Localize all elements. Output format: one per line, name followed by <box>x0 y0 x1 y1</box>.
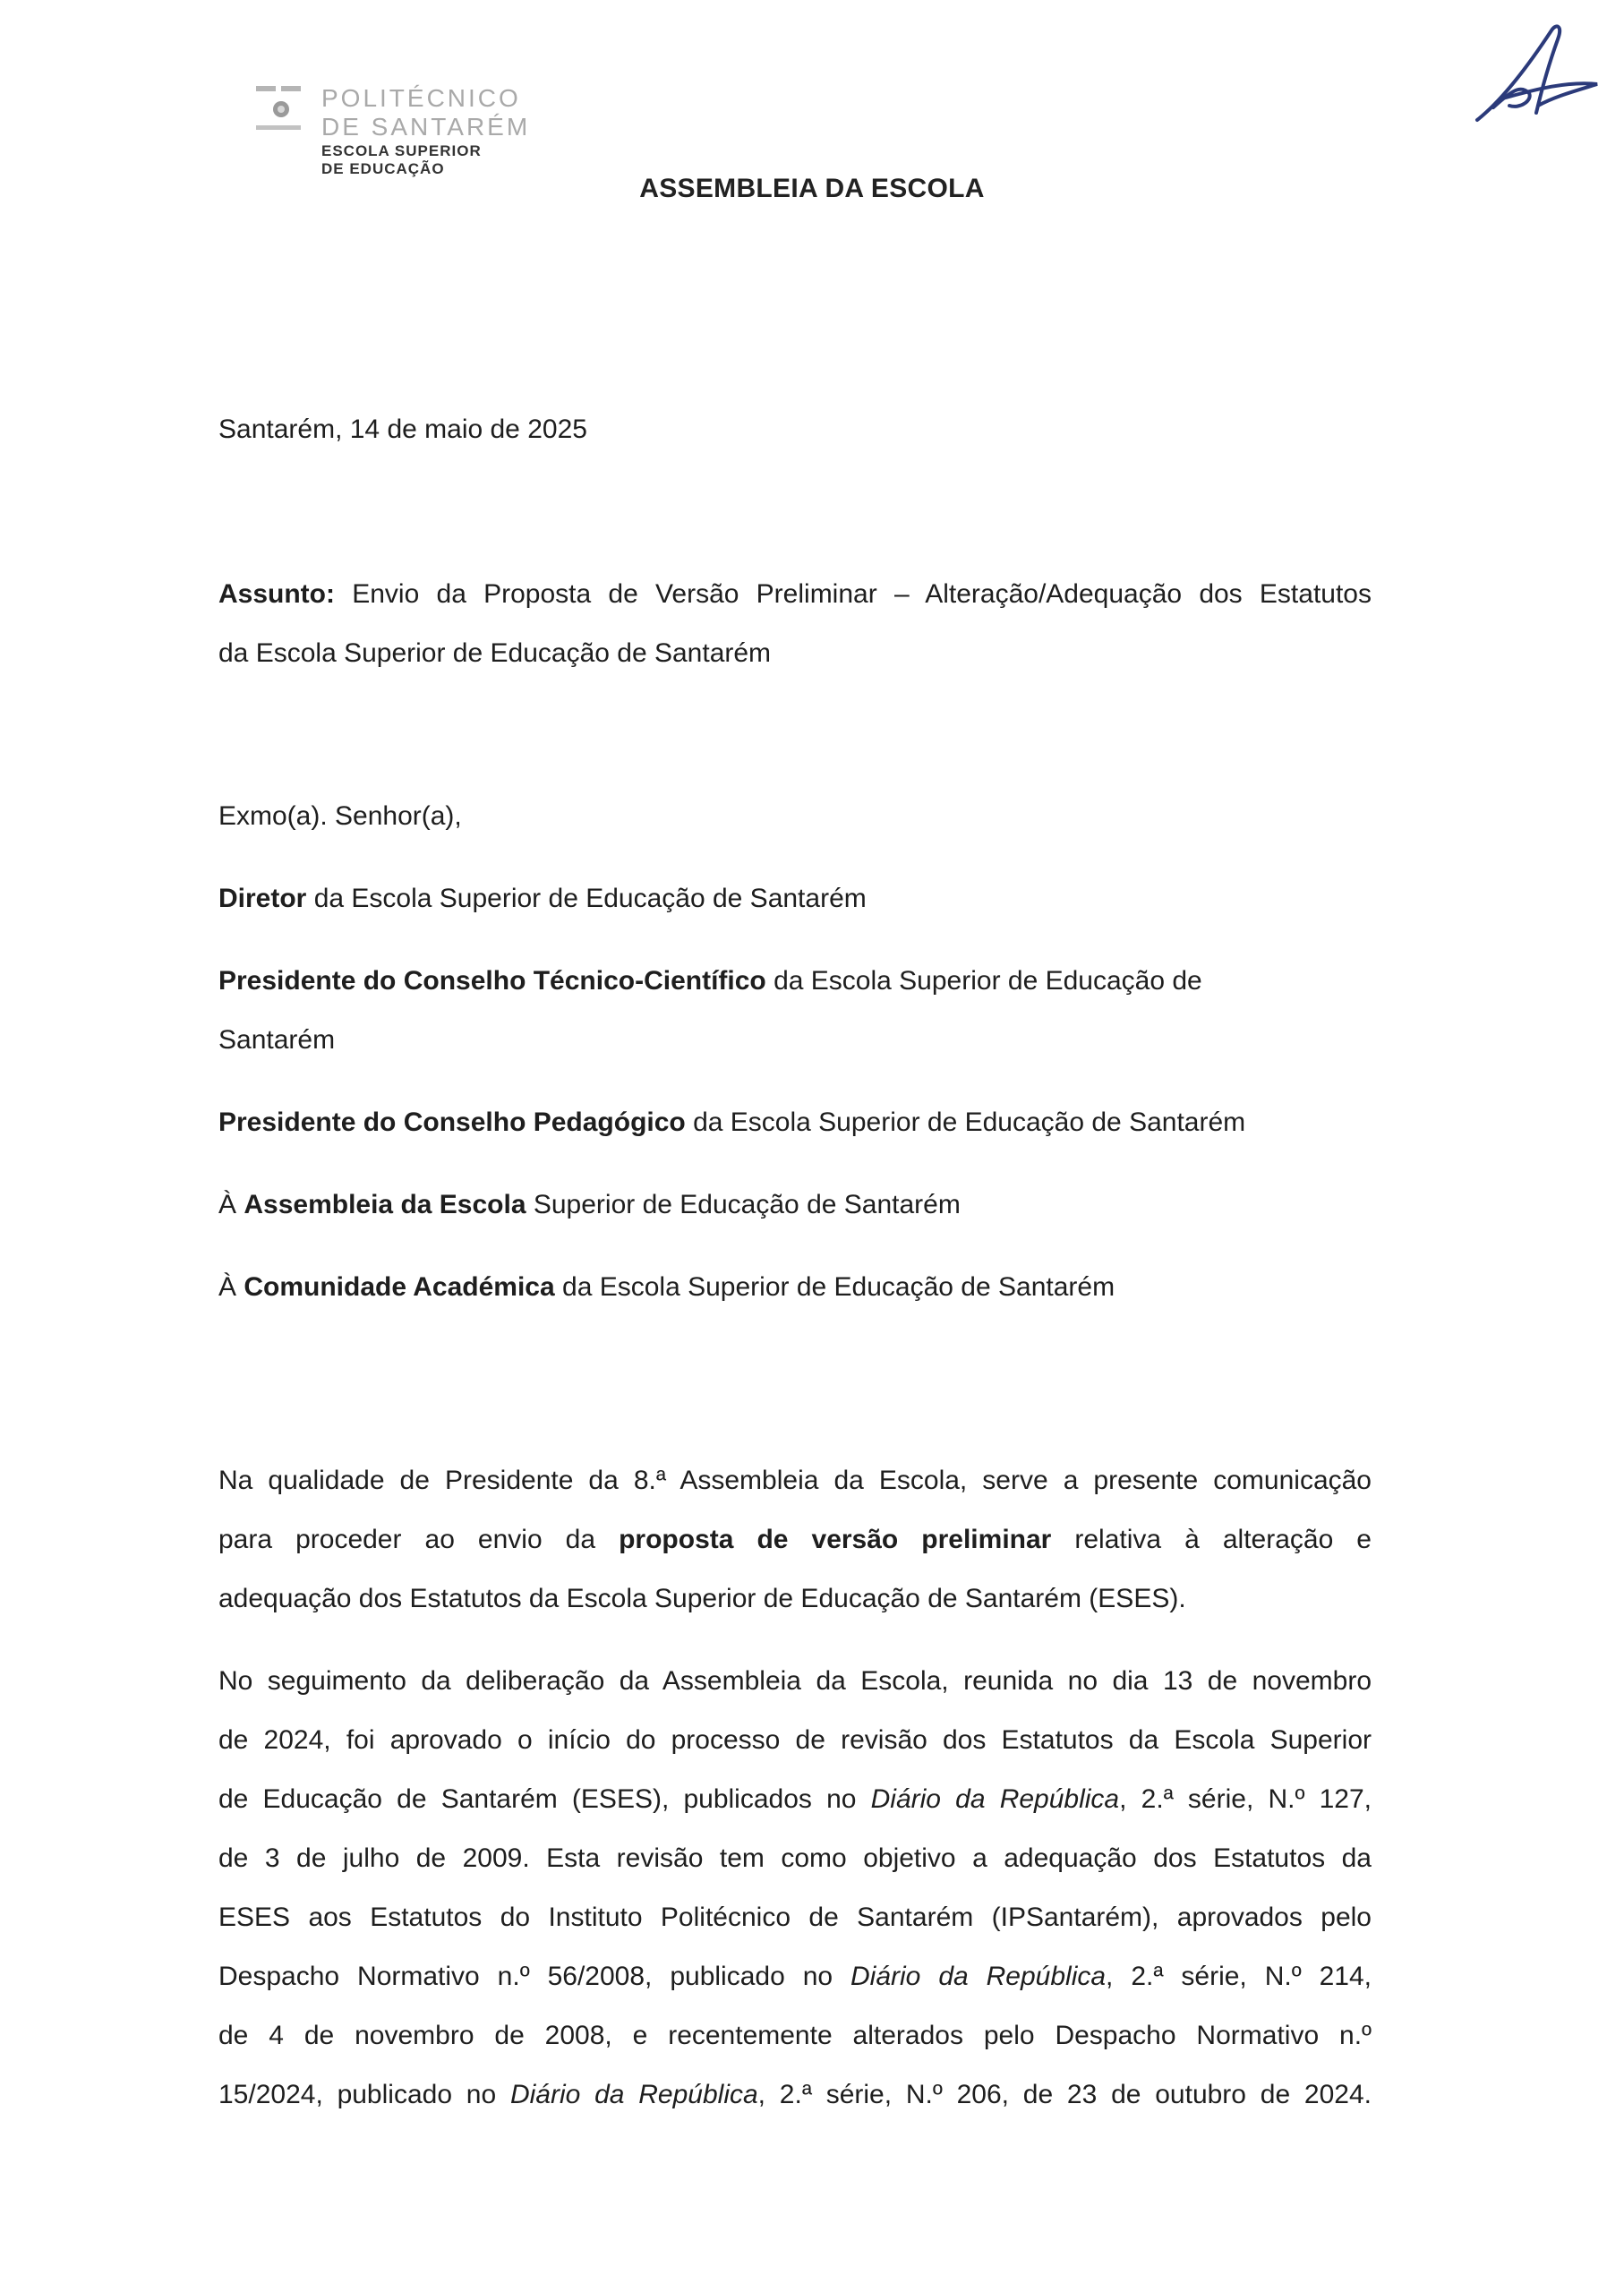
recipient-cp-title: Presidente do Conselho Pedagógico <box>218 1108 686 1137</box>
recipient-cp-rest: da Escola Superior de Educação de Santarém <box>685 1108 1246 1137</box>
paragraph-2-line-2: de 2024, foi aprovado o início do processo de revisão dos Estatutos da Escola Superior <box>218 1725 1372 1755</box>
recipient-diretor-title: Diretor <box>218 884 307 913</box>
recipient-assembleia-rest: Superior de Educação de Santarém <box>526 1190 961 1219</box>
paragraph-1-line-2-bold: proposta de versão preliminar <box>619 1525 1052 1554</box>
recipient-ctc <box>218 963 1202 999</box>
recipient-diretor <box>218 881 867 917</box>
paragraph-2-line-3-post: , 2.ª série, N.º 127, <box>1119 1784 1372 1814</box>
recipient-diretor-rest: da Escola Superior de Educação de Santarém <box>306 884 867 913</box>
signature-icon <box>1466 20 1601 129</box>
paragraph-2-line-3-pre: de Educação de Santarém (ESES), publicados no <box>218 1784 871 1814</box>
recipient-assembleia-title: Assembleia da Escola <box>244 1190 526 1219</box>
recipient-comunidade-rest: da Escola Superior de Educação de Santarém <box>554 1272 1115 1302</box>
recipient-comunidade <box>218 1270 1115 1305</box>
page-title: ASSEMBLEIA DA ESCOLA <box>639 174 985 203</box>
paragraph-2-line-8 <box>218 2077 1372 2113</box>
paragraph-1-line-3: adequação dos Estatutos da Escola Superior de Educação de Santarém (ESES). <box>218 1584 1186 1613</box>
paragraph-2-line-3-italic: Diário da República <box>870 1784 1120 1814</box>
subject-text: Envio da Proposta de Versão Preliminar – Alteração/Adequação dos Estatutos <box>335 579 1372 609</box>
recipient-ctc-rest: da Escola Superior de Educação de <box>765 966 1202 996</box>
salutation: Exmo(a). Senhor(a), <box>218 801 462 831</box>
paragraph-2-line-5: ESES aos Estatutos do Instituto Politécnico de Santarém (IPSantarém), aprovados pelo <box>218 1903 1372 1932</box>
politecnico-emblem-icon <box>254 84 308 140</box>
recipient-cp <box>218 1105 1245 1141</box>
subject-line-2: da Escola Superior de Educação de Santarém <box>218 638 772 668</box>
recipient-ctc-continuation: Santarém <box>218 1025 336 1055</box>
recipient-assembleia <box>218 1187 961 1223</box>
logo-line-escola-superior: ESCOLA SUPERIOR <box>321 142 482 159</box>
paragraph-1-line-2 <box>218 1522 1372 1558</box>
paragraph-2-line-6 <box>218 1959 1372 1995</box>
paragraph-2-line-8-italic: Diário da República <box>509 2080 758 2109</box>
paragraph-2-line-6-pre: Despacho Normativo n.º 56/2008, publicado no <box>218 1962 851 1991</box>
subject-label: Assunto: <box>218 579 335 609</box>
logo-line-politecnico: POLITÉCNICO <box>321 84 521 112</box>
institution-logo <box>254 82 531 181</box>
recipient-ctc-title: Presidente do Conselho Técnico-Científico <box>218 966 766 996</box>
subject-line-1 <box>218 577 1372 612</box>
paragraph-1-line-2-post: relativa à alteração e <box>1051 1525 1372 1554</box>
recipient-comunidade-prefix: À <box>218 1272 244 1302</box>
paragraph-2-line-1: No seguimento da deliberação da Assembleia da Escola, reunida no dia 13 de novembro <box>218 1666 1372 1696</box>
logo-line-santarem: DE SANTARÉM <box>321 113 531 141</box>
paragraph-2-line-6-italic: Diário da República <box>850 1962 1107 1991</box>
paragraph-2-line-3 <box>218 1782 1372 1817</box>
paragraph-1-line-2-pre: para proceder ao envio da <box>218 1525 620 1554</box>
logo-line-educacao: DE EDUCAÇÃO <box>321 160 445 177</box>
recipient-comunidade-title: Comunidade Académica <box>244 1272 555 1302</box>
paragraph-1-line-1: Na qualidade de Presidente da 8.ª Assembleia da Escola, serve a presente comunicação <box>218 1466 1372 1495</box>
paragraph-2-line-7: de 4 de novembro de 2008, e recentemente alterados pelo Despacho Normativo n.º <box>218 2021 1372 2050</box>
paragraph-2-line-8-post: , 2.ª série, N.º 206, de 23 de outubro de 2024. <box>757 2080 1372 2109</box>
paragraph-2-line-4: de 3 de julho de 2009. Esta revisão tem como objetivo a adequação dos Estatutos da <box>218 1843 1372 1873</box>
paragraph-2-line-6-post: , 2.ª série, N.º 214, <box>1106 1962 1372 1991</box>
letter-date: Santarém, 14 de maio de 2025 <box>218 415 587 444</box>
paragraph-2-line-8-pre: 15/2024, publicado no <box>218 2080 510 2109</box>
recipient-assembleia-prefix: À <box>218 1190 244 1219</box>
